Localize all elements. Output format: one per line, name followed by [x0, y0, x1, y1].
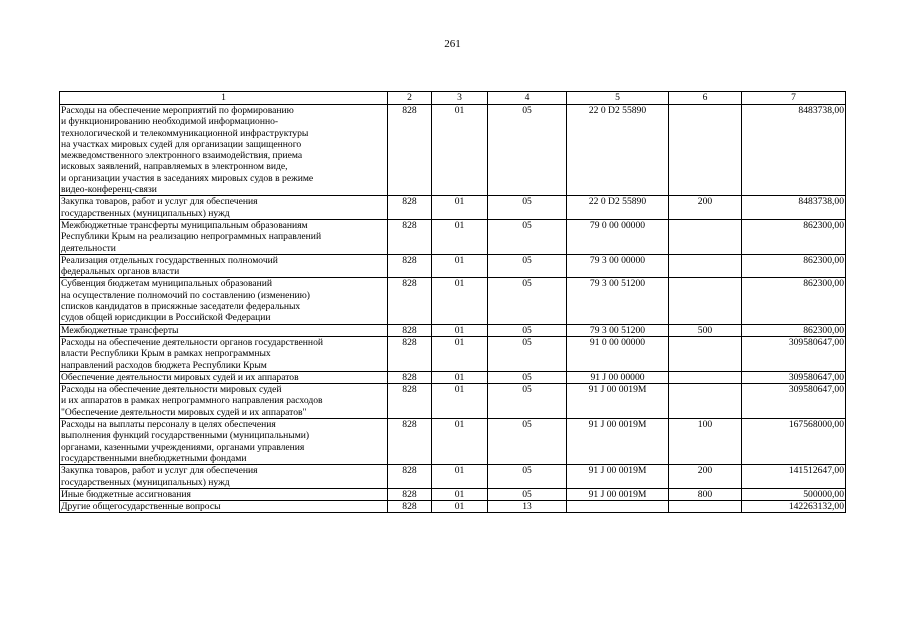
cell-name: Закупка товаров, работ и услуг для обеспечения государственных (муниципальных) нужд: [60, 465, 388, 489]
cell-vr: [669, 278, 742, 324]
cell-name: Другие общегосударственные вопросы: [60, 501, 388, 513]
cell-vr: 500: [669, 324, 742, 336]
cell-sum: 309580647,00: [742, 384, 846, 419]
cell-csr: 22 0 D2 55890: [567, 196, 669, 220]
table-row: [60, 336, 846, 371]
cell-ved: 828: [388, 336, 432, 371]
cell-pr: 05: [488, 384, 567, 419]
cell-sum: 8483738,00: [742, 196, 846, 220]
cell-pr: 13: [488, 501, 567, 513]
cell-rz: 01: [432, 336, 488, 371]
cell-csr: 91 J 00 0019M: [567, 384, 669, 419]
table-row: [60, 384, 846, 419]
cell-name: Расходы на обеспечение мероприятий по формированию и функционированию необходимой информационно- технологической и телекоммуникационной инфраструктуры на участках мировых судей для организации защищенного межведомственного электронного взаимодействия, приема исковых заявлений, направляемых в электронном виде, и организации участия в заседаниях мировых судов в режиме видео-конференц-связи: [60, 105, 388, 196]
cell-rz: 01: [432, 371, 488, 383]
cell-ved: 828: [388, 324, 432, 336]
cell-csr: 79 3 00 00000: [567, 254, 669, 278]
cell-pr: 05: [488, 324, 567, 336]
cell-name: Иные бюджетные ассигнования: [60, 488, 388, 500]
cell-vr: 200: [669, 465, 742, 489]
col-header-3: 3: [432, 92, 488, 105]
table-row: [60, 219, 846, 254]
col-header-7: 7: [742, 92, 846, 105]
cell-rz: 01: [432, 219, 488, 254]
cell-rz: 01: [432, 384, 488, 419]
table-row: [60, 196, 846, 220]
budget-table: [59, 91, 846, 513]
cell-vr: [669, 105, 742, 196]
cell-pr: 05: [488, 219, 567, 254]
cell-name: Субвенция бюджетам муниципальных образований на осуществление полномочий по составлению (изменению) списков кандидатов в присяжные заседатели федеральных судов общей юрисдикции в Российской Федерации: [60, 278, 388, 324]
cell-vr: 100: [669, 419, 742, 465]
cell-pr: 05: [488, 419, 567, 465]
cell-csr: 91 J 00 0019M: [567, 465, 669, 489]
cell-name: Расходы на обеспечение деятельности органов государственной власти Республики Крым в рамках непрограммных направлений расходов бюджета Республики Крым: [60, 336, 388, 371]
table-row: [60, 254, 846, 278]
cell-vr: [669, 219, 742, 254]
col-header-2: 2: [388, 92, 432, 105]
cell-ved: 828: [388, 254, 432, 278]
col-header-4: 4: [488, 92, 567, 105]
table-row: [60, 371, 846, 383]
table-row: [60, 324, 846, 336]
table-row: [60, 488, 846, 500]
cell-rz: 01: [432, 254, 488, 278]
cell-sum: 309580647,00: [742, 336, 846, 371]
cell-sum: 862300,00: [742, 278, 846, 324]
cell-sum: 500000,00: [742, 488, 846, 500]
cell-name: Обеспечение деятельности мировых судей и их аппаратов: [60, 371, 388, 383]
table-row: [60, 501, 846, 513]
cell-sum: 167568000,00: [742, 419, 846, 465]
cell-ved: 828: [388, 384, 432, 419]
cell-csr: 91 0 00 00000: [567, 336, 669, 371]
cell-rz: 01: [432, 105, 488, 196]
cell-sum: 142263132,00: [742, 501, 846, 513]
table-row: [60, 419, 846, 465]
cell-pr: 05: [488, 196, 567, 220]
cell-vr: [669, 384, 742, 419]
cell-csr: 91 J 00 00000: [567, 371, 669, 383]
cell-vr: [669, 371, 742, 383]
cell-csr: 91 J 00 0019M: [567, 488, 669, 500]
cell-ved: 828: [388, 219, 432, 254]
cell-vr: 200: [669, 196, 742, 220]
cell-sum: 141512647,00: [742, 465, 846, 489]
cell-sum: 862300,00: [742, 254, 846, 278]
cell-csr: 79 3 00 51200: [567, 324, 669, 336]
cell-sum: 862300,00: [742, 219, 846, 254]
page-number: 261: [444, 38, 461, 50]
cell-sum: 309580647,00: [742, 371, 846, 383]
cell-vr: [669, 501, 742, 513]
col-header-6: 6: [669, 92, 742, 105]
cell-pr: 05: [488, 254, 567, 278]
cell-name: Межбюджетные трансферты: [60, 324, 388, 336]
cell-ved: 828: [388, 465, 432, 489]
cell-name: Межбюджетные трансферты муниципальным образованиям Республики Крым на реализацию непрограммных направлений деятельности: [60, 219, 388, 254]
cell-pr: 05: [488, 488, 567, 500]
cell-csr: 22 0 D2 55890: [567, 105, 669, 196]
cell-csr: [567, 501, 669, 513]
cell-ved: 828: [388, 501, 432, 513]
cell-ved: 828: [388, 419, 432, 465]
cell-pr: 05: [488, 278, 567, 324]
cell-rz: 01: [432, 419, 488, 465]
table-row: [60, 278, 846, 324]
cell-vr: [669, 336, 742, 371]
cell-name: Расходы на выплаты персоналу в целях обеспечения выполнения функций государственными (муниципальными) органами, казенными учреждениями, органами управления государственными внебюджетными фондами: [60, 419, 388, 465]
cell-ved: 828: [388, 278, 432, 324]
table-row: [60, 465, 846, 489]
cell-vr: 800: [669, 488, 742, 500]
cell-ved: 828: [388, 371, 432, 383]
cell-name: Реализация отдельных государственных полномочий федеральных органов власти: [60, 254, 388, 278]
header-row: [60, 92, 846, 105]
cell-csr: 79 3 00 51200: [567, 278, 669, 324]
cell-pr: 05: [488, 336, 567, 371]
cell-csr: 79 0 00 00000: [567, 219, 669, 254]
table-row: [60, 105, 846, 196]
cell-name: Закупка товаров, работ и услуг для обеспечения государственных (муниципальных) нужд: [60, 196, 388, 220]
cell-sum: 862300,00: [742, 324, 846, 336]
cell-name: Расходы на обеспечение деятельности мировых судей и их аппаратов в рамках непрограммного направления расходов "Обеспечение деятельности мировых судей и их аппаратов": [60, 384, 388, 419]
cell-rz: 01: [432, 465, 488, 489]
cell-rz: 01: [432, 278, 488, 324]
col-header-1: 1: [60, 92, 388, 105]
cell-pr: 05: [488, 465, 567, 489]
cell-rz: 01: [432, 488, 488, 500]
cell-ved: 828: [388, 488, 432, 500]
cell-rz: 01: [432, 501, 488, 513]
cell-pr: 05: [488, 371, 567, 383]
cell-csr: 91 J 00 0019M: [567, 419, 669, 465]
col-header-5: 5: [567, 92, 669, 105]
cell-rz: 01: [432, 324, 488, 336]
cell-vr: [669, 254, 742, 278]
cell-sum: 8483738,00: [742, 105, 846, 196]
cell-ved: 828: [388, 196, 432, 220]
cell-ved: 828: [388, 105, 432, 196]
cell-rz: 01: [432, 196, 488, 220]
cell-pr: 05: [488, 105, 567, 196]
